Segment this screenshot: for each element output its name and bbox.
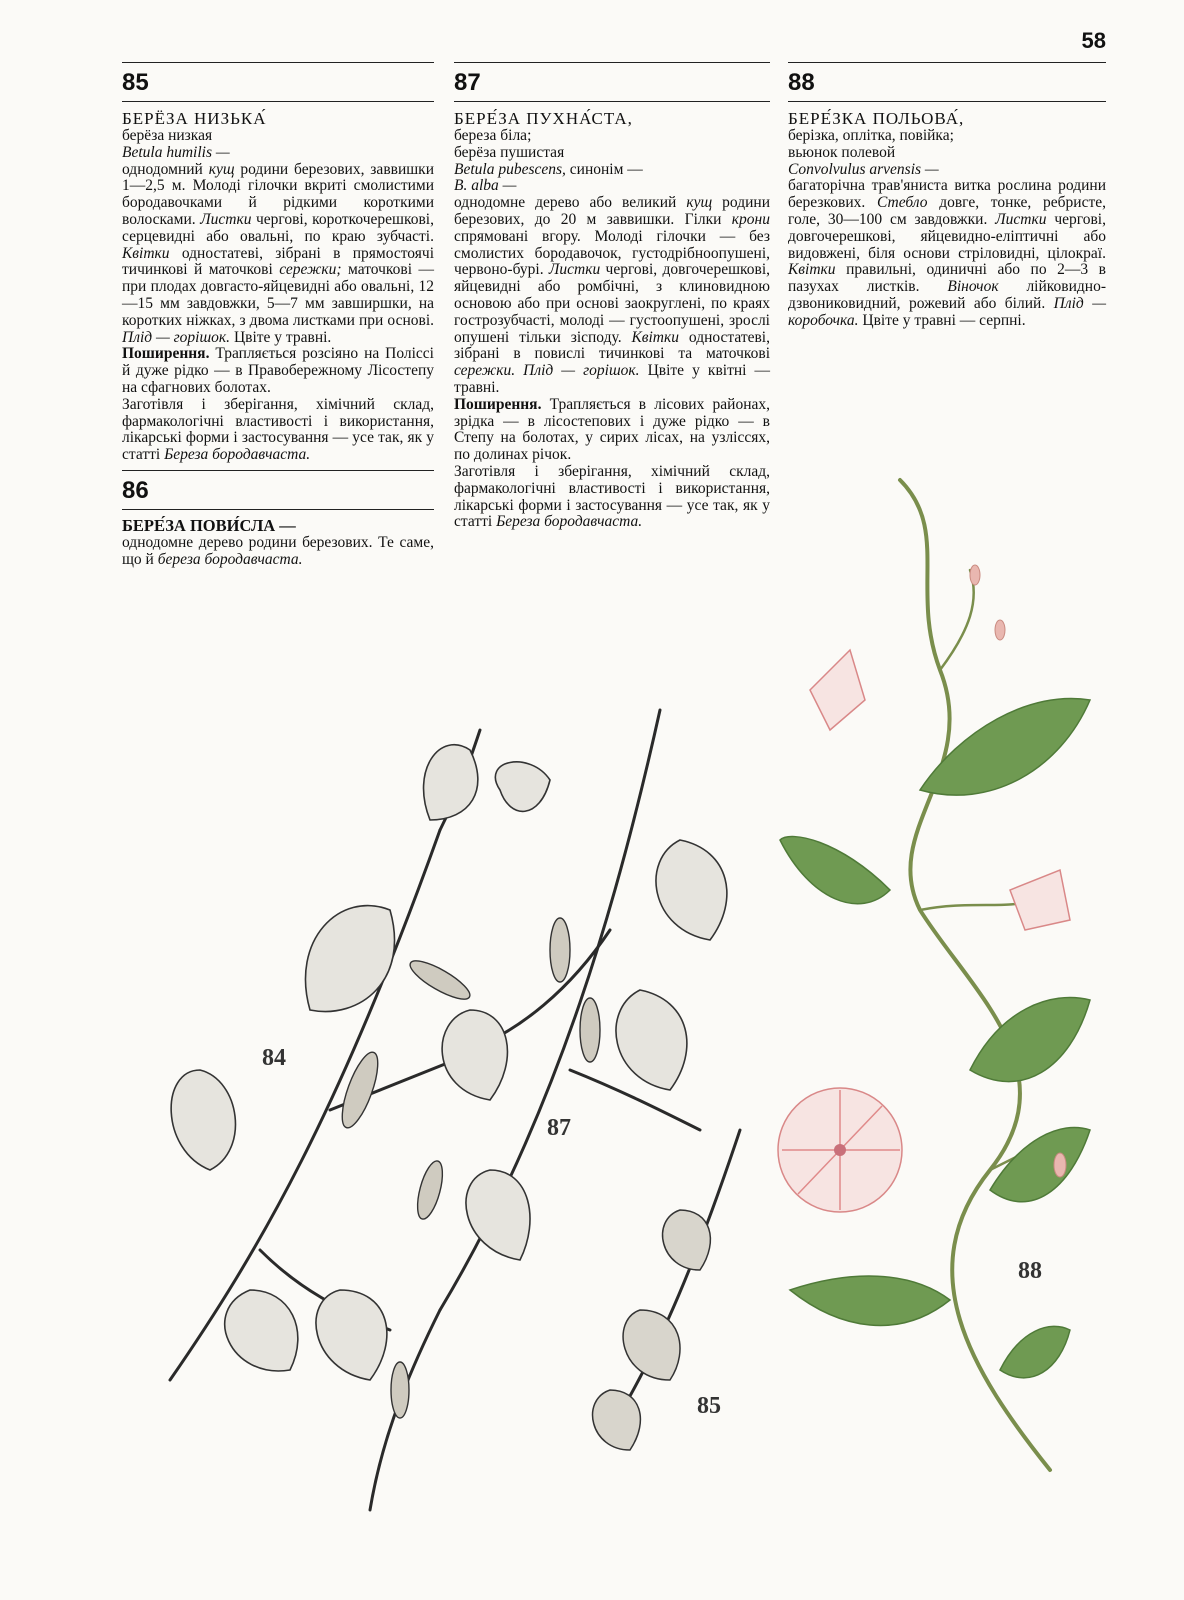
divider [788,62,1106,63]
entry-number-85: 85 [122,69,149,96]
divider [122,101,434,102]
entry-title-86: БЕРЕ́ЗА ПОВИ́СЛА — [122,515,296,535]
description-86: однодомне дерево родини березових. Те саме, що й береза бородавчаста. [122,533,434,568]
divider [454,101,770,102]
latin-name-85: Betula humilis — [122,143,230,161]
synonym-87: B. alba — [454,177,517,195]
figure-label-87: 87 [547,1115,571,1141]
entry-number-86: 86 [122,476,149,504]
ru-name-87: берёза пушистая [454,143,565,161]
divider [122,62,434,63]
entry-number-87: 87 [454,69,481,96]
birch-branches-illustration [140,690,780,1520]
alt-name-87: береза біла; [454,127,532,144]
column-right [788,62,1106,330]
latin-name-87: Betula pubescens, синонім — [454,160,643,178]
entry-title-88: БЕРЕ́ЗКА ПОЛЬОВА́, [788,109,965,128]
page-number: 58 [1081,28,1106,53]
divider [122,509,434,510]
column-middle [454,62,770,531]
entry-title-85: БЕРЁЗА НИЗЬКА́ [122,109,267,128]
spread-85: Поширення. Трапляється розсіяно на Поліссі й дуже рідко — в Правобережному Лісостепу на сфагнових болотах. [122,345,434,396]
harvest-85: Заготівля і зберігання, хімічний склад, фармакологічні властивості і використання, лікарські форми і застосування — усе так, як у статті Береза бородавчаста. [122,395,434,464]
bindweed-illustration [770,470,1100,1480]
divider [122,470,434,471]
figure-label-88: 88 [1018,1258,1042,1284]
description-88: багаторічна трав'яниста витка рослина родини березкових. Стебло довге, тонке, ребристе, голе, 30—100 см завдовжки. Листки чергові, довгочерешкові, яйцевидно-еліптичні або видовжені, біля основи стріловидні, цілокраї. Квітки правильні, одиничні або по 2—3 в пазухах листків. Віночок лійковидно-дзвониковидний, рожевий або білий. Плід — коробочка. Цвіте у травні — серпні. [788,177,1106,329]
latin-name-88: Convolvulus arvensis — [788,160,939,178]
divider [454,62,770,63]
ru-name-85: берёза низкая [122,127,213,144]
divider [788,101,1106,102]
harvest-87: Заготівля і зберігання, хімічний склад, фармакологічні властивості і використання, лікарські форми і застосування — усе так, як у статті Береза бородавчаста. [454,462,770,531]
entry-number-88: 88 [788,69,815,96]
ru-name-88: вьюнок полевой [788,143,896,161]
entry-title-87: БЕРЕ́ЗА ПУХНА́СТА, [454,109,633,128]
figure-label-85: 85 [697,1393,721,1419]
spread-87: Поширення. Трапляється в лісових районах, зрідка — в лісостепових і дуже рідко — в Степу на болотах, у сирих лісах, на узліссях, по долинах річок. [454,395,770,464]
figure-label-84: 84 [262,1045,286,1071]
alt-name-88: берізка, оплітка, повійка; [788,127,954,144]
column-left [122,62,434,568]
description-85: однодомний кущ родини березових, заввишки 1—2,5 м. Молоді гілочки вкриті смолистими бородавочками й рідкими короткими волосками. Листки чергові, короткочерешкові, серцевидні або овальні, по краю зубчасті. Квітки одностатеві, зібрані в прямостоячі тичинкові й маточкові сережки; маточкові — при плодах довгасто-яйцевидні або овальні, 12—15 мм завдовжки, 5—7 мм завширшки, на коротких ніжках, з двома листками при основі. Плід — горішок. Цвіте у травні. [122,160,435,346]
description-87: однодомне дерево або великий кущ родини березових, до 20 м заввишки. Гілки крони спрямовані вгору. Молоді гілочки — без смолистих бородавочок, густодрібноопушені, червоно-бурі. Листки чергові, довгочерешкові, яйцевидні або ромбічні, з клиновидною основою або при основі заокруглені, по краях гострозубчасті, молоді — густоопушені, зрослі опушені тільки зісподу. Квітки одностатеві, зібрані в повислі тичинкові та маточкові сережки. Плід — горішок. Цвіте у квітні — травні. [454,194,770,396]
